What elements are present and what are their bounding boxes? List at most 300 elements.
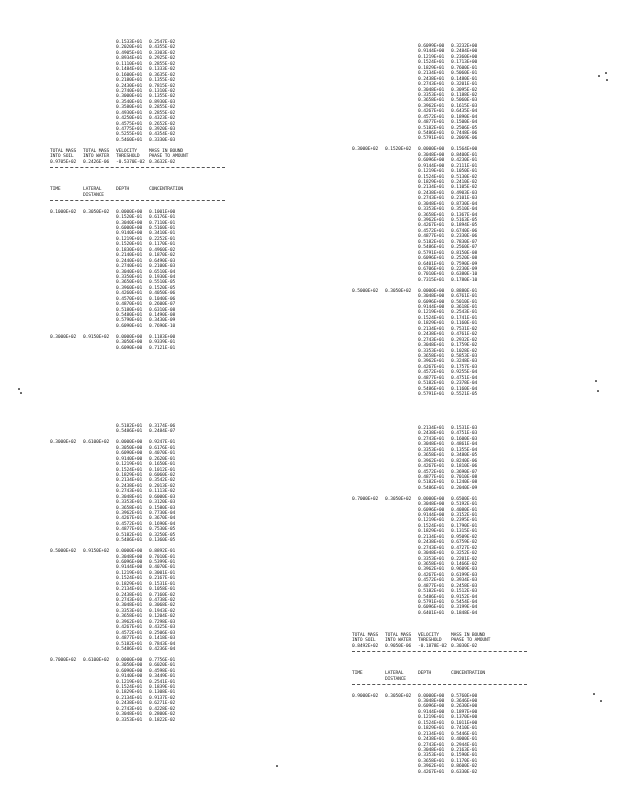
scan-speck [598,75,600,77]
concentration-cell: 0.4000E-01 [451,737,478,743]
right-bottom-column [352,426,527,775]
summary-header-cell: INTO SOIL [352,638,376,644]
depth-cell: 0.4870E+01 [116,302,143,308]
concentration-cell: 0.1757E-03 [451,364,478,370]
depth-cell: 0.1829E+01 [418,529,445,535]
concentration-cell: 0.3635E-02 [149,72,176,78]
concentration-cell: 0.3480E-05 [451,453,478,459]
depth-cell: 0.5182E+01 [116,424,143,429]
depth-cell: 0.0000E+00 [116,334,143,340]
depth-cell: 0.6090E+00 [116,345,143,351]
concentration-cell: 0.2855E-02 [149,110,176,116]
depth-cell: 0.9144E+00 [418,513,445,518]
depth-cell: 0.3048E+01 [116,712,143,718]
concentration-cell: 0.9255E-04 [451,370,478,376]
depth-cell: 0.2134E+01 [418,426,445,431]
concentration-cell: 0.4325E-03 [149,625,176,631]
depth-cell: 0.3040E+00 [116,220,143,226]
concentration-cell: 0.2111E-01 [451,163,478,169]
concentration-cell: 0.4228E-02 [149,706,176,712]
depth-cell: 0.1520E+01 [116,242,143,248]
depth-cell: 0.6096E+00 [418,158,445,164]
depth-cell: 0.1524E+01 [418,315,445,321]
concentration-cell: 0.2855E-02 [149,61,176,67]
concentration-cell: 0.4960E-02 [149,247,176,253]
depth-cell: 0.3050E+00 [116,445,143,451]
depth-cell: 0.6090E+00 [116,451,143,457]
blank-line [50,723,175,728]
concentration-cell: 0.5163E-05 [451,218,478,223]
concentration-cell: 0.9509E-02 [451,534,478,540]
depth-cell: 0.1830E+01 [116,247,143,253]
depth-cell: 0.3048E+01 [116,494,143,500]
concentration-cell: 0.6000E-03 [149,494,176,500]
depth-cell: 0.4250E+01 [116,116,143,122]
depth-cell: 0.4877E+01 [418,474,445,480]
column-header-cell: LATERAL [83,187,102,193]
depth-cell: 0.2134E+01 [418,731,445,737]
concentration-cell: 0.6199E-03 [451,572,478,578]
depth-cell: 0.9140E+00 [116,231,143,237]
concentration-cell: 0.4080E-01 [451,507,478,513]
concentration-cell: 0.4738E-02 [149,598,176,603]
concentration-cell: 0.1897E+00 [451,709,478,715]
depth-cell: 0.2743E+01 [418,545,445,551]
concentration-cell: 0.1308E-01 [149,690,176,696]
depth-cell: 0.4877E+01 [418,375,445,381]
concentration-cell: 0.2395E-01 [451,518,478,524]
concentration-cell: 0.2620E-01 [149,456,176,462]
table-row [50,538,175,543]
depth-cell: 0.2438E+01 [418,76,445,82]
concentration-cell: 0.3252E-02 [451,551,478,557]
summary-value: 0.8492E+02 [352,643,379,649]
concentration-cell: 0.1600E-03 [451,436,478,442]
concentration-cell: 0.1480E-01 [451,76,478,82]
scan-speck [605,72,607,74]
concentration-cell: 0.3410E-01 [149,231,176,237]
depth-cell: 0.3050E+00 [116,663,143,669]
depth-cell: 0.3353E+01 [418,556,445,562]
depth-cell: 0.3350E+01 [116,274,143,280]
concentration-cell: 0.1204E-02 [149,614,176,620]
concentration-cell: 0.4230E-01 [451,158,478,164]
concentration-cell: 0.5399E-01 [149,559,176,565]
depth-cell: 0.5486E+01 [418,386,445,392]
concentration-cell: 0.6500E-01 [451,496,478,502]
concentration-cell: 0.7531E-02 [451,326,478,332]
table-row [352,136,477,141]
concentration-cell: 0.4050E-06 [149,291,176,297]
column-header-cell: CONCENTRATION [149,187,184,193]
summary-header-cell: PHASE TO AMOUNT [149,154,189,160]
concentration-cell: 0.1810E-06 [451,464,478,470]
summary-value: 0.3030E-02 [451,643,478,649]
depth-cell: 0.3000E+01 [116,94,143,100]
concentration-cell: 0.1028E-02 [451,348,478,354]
depth-cell: 0.1829E+01 [116,690,143,696]
concentration-cell: 0.1848E-04 [451,610,478,616]
concentration-cell: 0.2932E-02 [451,337,478,343]
column-header-rule [50,200,225,201]
depth-cell: 0.1524E+01 [116,685,143,690]
depth-cell: 0.9144E+00 [418,709,445,715]
depth-cell: 0.2743E+01 [418,82,445,88]
summary-value: -0.1878E-02 [418,643,447,649]
concentration-cell: 0.1370E+00 [451,715,478,721]
concentration-cell: 0.2600E-07 [149,302,176,308]
concentration-cell: 0.1058E-01 [149,587,176,593]
depth-cell: 0.3048E+01 [116,603,143,609]
concentration-cell: 0.3303E-02 [149,50,176,56]
concentration-cell: 0.1520E-05 [149,285,176,291]
summary-value: 0.9050E-06 [385,643,412,649]
concentration-cell: 0.1870E-02 [149,253,176,259]
depth-cell: 0.3040E+01 [116,269,143,275]
concentration-cell: 0.1590E-01 [451,753,478,759]
concentration-cell: 0.6060E-02 [149,472,176,478]
depth-cell: 0.5480E+01 [116,313,143,318]
concentration-cell: 0.7830E-07 [451,239,478,245]
depth-cell: 0.4267E+01 [418,223,445,229]
depth-cell: 0.2438E+01 [418,540,445,546]
concentration-cell: 0.4354E-02 [149,132,176,138]
concentration-cell: 0.1333E-02 [149,67,176,73]
depth-cell: 0.6096E+01 [418,256,445,262]
concentration-cell: 0.6380E-10 [451,272,478,278]
concentration-cell: 0.3618E-01 [451,305,478,310]
summary-header-cell: INTO SOIL [50,154,74,160]
time-cell: 0.5000E+02 [50,549,77,555]
concentration-cell: 0.9339E-01 [149,340,176,346]
concentration-cell: 0.4727E-02 [451,545,478,551]
table-row [50,718,175,723]
depth-cell: 0.4575E+01 [116,121,143,127]
depth-cell: 0.5791E+01 [418,136,445,142]
depth-cell: 0.1219E+01 [116,570,143,576]
depth-cell: 0.2134E+01 [418,71,445,77]
time-cell: 0.5000E+02 [352,288,379,294]
depth-cell: 0.3658E+01 [418,98,445,104]
depth-cell: 0.1533E+01 [116,40,143,45]
concentration-cell: 0.2944E-01 [451,742,478,748]
concentration-cell: 0.7160E-02 [149,592,176,598]
concentration-cell: 0.4236E-04 [149,646,176,652]
concentration-cell: 0.2330E-06 [451,234,478,240]
concentration-cell: 0.2201E-02 [451,556,478,562]
concentration-cell: 0.3430E-09 [149,318,176,324]
concentration-cell: 0.1890E-04 [451,114,478,120]
depth-cell: 0.2438E+01 [116,701,143,707]
depth-cell: 0.5180E+01 [116,307,143,313]
depth-cell: 0.6096E+00 [418,299,445,305]
depth-cell: 0.1219E+01 [418,715,445,721]
depth-cell: 0.2740E+01 [116,88,143,94]
depth-cell: 0.6096E+00 [116,559,143,565]
concentration-cell: 0.3201E-01 [451,82,478,88]
depth-cell: 0.5486E+01 [418,245,445,251]
summary-header-cell: INTO WATER [83,154,110,160]
depth-cell: 0.2743E+01 [116,598,143,603]
depth-cell: 0.3962E+01 [116,619,143,625]
column-header-line [50,193,225,198]
depth-cell: 0.6401E+01 [418,261,445,267]
depth-cell: 0.5486E+01 [418,485,445,491]
depth-cell: 0.3353E+01 [116,500,143,506]
depth-cell: 0.4572E+01 [116,630,143,636]
concentration-cell: 0.7756E-01 [149,657,176,663]
concentration-cell: 0.1564E+00 [451,147,478,153]
concentration-cell: 0.2506E-03 [149,630,176,636]
concentration-cell: 0.5192E-01 [451,502,478,508]
depth-cell: 0.3962E+01 [116,511,143,516]
concentration-cell: 0.1490E-08 [149,313,176,318]
table-row [50,429,175,434]
concentration-cell: 0.8730E-04 [451,201,478,207]
depth-cell: 0.2438E+01 [418,190,445,196]
summary-header-cell: INTO WATER [385,638,412,644]
concentration-cell: 0.1512E-03 [451,589,478,595]
concentration-cell: 0.5130E-02 [451,174,478,180]
concentration-cell: 0.2100E-03 [149,264,176,270]
depth-cell: 0.2440E+01 [116,258,143,264]
concentration-cell: 0.2163E-01 [451,747,478,753]
depth-cell: 0.3353E+01 [418,348,445,354]
scan-speck [597,390,599,392]
depth-cell: 0.1219E+01 [116,679,143,685]
depth-cell: 0.1524E+01 [418,174,445,180]
depth-cell: 0.1219E+01 [418,169,445,175]
concentration-cell: 0.1170E-01 [451,758,478,764]
depth-cell: 0.1524E+01 [116,576,143,582]
depth-cell: 0.3048E+01 [418,201,445,207]
depth-cell: 0.3048E+01 [418,442,445,448]
depth-cell: 0.6000E+00 [116,226,143,231]
depth-cell: 0.0000E+00 [116,657,143,663]
depth-cell: 0.1110E+01 [116,61,143,67]
concentration-cell: 0.4761E-02 [451,332,478,338]
concentration-cell: 0.2800E-02 [149,712,176,718]
depth-cell: 0.3353E+01 [116,608,143,614]
concentration-cell: 0.1531E-01 [149,581,176,587]
concentration-cell: 0.2230E-09 [451,266,478,272]
concentration-cell: 0.7298E-03 [149,619,176,625]
concentration-cell: 0.1690E-04 [149,521,176,527]
depth-cell: 0.6096E+00 [418,507,445,513]
concentration-cell: 0.1741E-01 [451,315,478,321]
depth-cell: 0.4572E+01 [116,521,143,527]
depth-cell: 0.3962E+01 [418,764,445,770]
depth-cell: 0.2180E+01 [116,78,143,84]
column-header-cell: DISTANCE [385,676,406,682]
concentration-cell: 0.7690E-10 [149,323,176,329]
column-header-line [352,677,527,682]
depth-cell: 0.4572E+01 [418,370,445,376]
depth-cell: 0.5182E+01 [418,480,445,486]
depth-cell: 0.3048E+00 [418,699,445,704]
depth-cell: 0.1829E+01 [418,179,445,185]
left-top-column [50,40,225,357]
depth-cell: 0.1219E+01 [418,54,445,60]
depth-cell: 0.4572E+01 [418,114,445,120]
depth-cell: 0.4877E+01 [116,527,143,533]
scan-speck [593,693,595,695]
depth-cell: 0.3048E+00 [418,502,445,508]
depth-cell: 0.1829E+01 [116,472,143,478]
concentration-cell: 0.8600E-02 [451,764,478,770]
concentration-cell: 0.7815E-02 [149,83,176,89]
depth-cell: 0.3658E+01 [116,505,143,511]
depth-cell: 0.1219E+01 [418,310,445,316]
depth-cell: 0.4267E+01 [418,572,445,578]
depth-cell: 0.3650E+01 [116,280,143,286]
concentration-cell: 0.3232E+00 [451,44,478,49]
depth-cell: 0.1600E+01 [116,72,143,78]
depth-cell: 0.2134E+01 [116,478,143,484]
depth-cell: 0.3048E+00 [418,152,445,158]
concentration-cell: 0.2855E-02 [149,105,176,111]
concentration-cell: 0.2484E+00 [451,49,478,55]
concentration-cell: 0.1310E-02 [149,88,176,94]
time-cell: 0.7000E+02 [352,496,379,502]
scan-speck [276,765,278,767]
depth-cell: 0.2438E+01 [116,592,143,598]
depth-cell: 0.5791E+01 [418,250,445,256]
depth-cell: 0.5486E+01 [116,646,143,652]
concentration-cell: 0.1001E+00 [149,209,176,215]
depth-cell: 0.9144E+00 [418,163,445,169]
summary-header-cell: VELOCITY [116,148,137,154]
concentration-cell: 0.9247E-01 [149,440,176,446]
depth-cell: 0.2020E+01 [116,45,143,51]
concentration-cell: 0.8892E-01 [149,549,176,555]
depth-cell: 0.2430E+01 [116,83,143,89]
depth-cell: 0.5460E+01 [116,137,143,143]
summary-rule [352,651,527,652]
depth-cell: 0.4267E+01 [418,464,445,470]
concentration-cell: 0.2652E-02 [149,121,176,127]
concentration-cell: 0.5853E-03 [451,353,478,359]
depth-cell: 0.0000E+00 [116,209,143,215]
depth-cell: 0.3658E+01 [116,614,143,620]
summary-value: 0.9705E+02 [50,159,77,165]
concentration-cell: 0.2360E+00 [451,54,478,60]
depth-cell: 0.3962E+01 [418,218,445,223]
depth-cell: 0.3048E+01 [418,747,445,753]
concentration-cell: 0.2520E-08 [451,256,478,262]
summary-header-cell: VELOCITY [418,632,439,638]
summary-values [352,644,527,649]
depth-cell: 0.4260E+01 [116,291,143,297]
concentration-cell: 0.6435E-04 [451,109,478,115]
depth-cell: 0.3658E+01 [418,758,445,764]
depth-cell: 0.2743E+01 [418,337,445,343]
summary-header-cell: THRESHOLD [116,154,140,160]
depth-cell: 0.2743E+01 [418,196,445,202]
concentration-cell: 0.5060E-03 [451,98,478,104]
concentration-cell: 0.1240E-08 [451,480,478,486]
depth-cell: 0.1524E+01 [418,523,445,529]
summary-header-cell: TOTAL MASS [50,148,77,154]
concentration-cell: 0.5010E-01 [451,299,478,305]
concentration-cell: 0.1315E-01 [451,529,478,535]
depth-cell: 0.3580E+01 [116,105,143,111]
depth-cell: 0.5791E+01 [418,600,445,605]
depth-cell: 0.2134E+01 [116,695,143,701]
depth-cell: 0.4877E+01 [418,120,445,126]
concentration-cell: 0.1355E-02 [149,94,176,100]
concentration-cell: 0.2167E-01 [149,576,176,582]
concentration-cell: 0.4598E-01 [149,668,176,674]
depth-cell: 0.5486E+01 [418,594,445,600]
concentration-cell: 0.5446E-01 [451,731,478,737]
depth-cell: 0.4267E+01 [418,364,445,370]
depth-cell: 0.1829E+01 [116,581,143,587]
concentration-cell: 0.3510E-04 [451,207,478,213]
distance-cell: 0.9150E+02 [83,334,110,340]
depth-cell: 0.0000E+00 [116,549,143,555]
depth-cell: 0.4267E+01 [418,769,445,775]
concentration-cell: 0.1360E-05 [149,538,176,544]
concentration-cell: 0.8400E-01 [451,152,478,158]
concentration-cell: 0.6310E-08 [149,307,176,313]
concentration-cell: 0.9137E-02 [149,695,176,701]
depth-cell: 0.5182E+01 [418,381,445,387]
concentration-cell: 0.1355E-04 [451,447,478,453]
scan-speck [18,388,20,390]
depth-cell: 0.1520E-01 [116,215,143,221]
concentration-cell: 0.2458E-03 [451,583,478,589]
depth-cell: 0.6706E+01 [418,266,445,272]
concentration-cell: 0.2378E-04 [451,381,478,387]
distance-cell: 0.3050E+02 [83,209,110,215]
concentration-cell: 0.2506E-05 [451,125,478,131]
concentration-cell: 0.3646E+00 [451,699,478,704]
concentration-cell: 0.1943E-02 [149,608,176,614]
concentration-cell: 0.3920E-03 [149,127,176,132]
concentration-cell: 0.3449E-01 [149,674,176,680]
depth-cell: 0.2743E+01 [418,436,445,442]
concentration-cell: 0.1188E-02 [451,92,478,98]
concentration-cell: 0.5454E-04 [451,600,478,605]
depth-cell: 0.5182E+01 [418,589,445,595]
depth-cell: 0.2438E+01 [418,737,445,743]
depth-cell: 0.2134E+01 [418,185,445,191]
concentration-cell: 0.1160E-01 [451,321,478,327]
concentration-cell: 0.4861E-04 [451,442,478,448]
depth-cell: 0.3050E+00 [116,340,143,346]
time-cell: 0.3000E+02 [50,334,77,340]
depth-cell: 0.7315E+01 [418,277,445,283]
concentration-cell: 0.1466E-02 [451,561,478,567]
concentration-cell: 0.7530E-05 [149,527,176,533]
concentration-cell: 0.6490E-03 [149,258,176,264]
summary-value: 0.3632E-02 [149,159,176,165]
concentration-cell: 0.1713E+00 [451,60,478,66]
concentration-cell: 0.5510E-05 [149,280,176,286]
concentration-cell: 0.6271E-02 [149,701,176,707]
concentration-cell: 0.1170E-01 [149,242,176,248]
concentration-cell: 0.3248E-03 [451,359,478,365]
depth-cell: 0.6090E+00 [116,668,143,674]
time-cell: 0.3000E+02 [50,440,77,446]
depth-cell: 0.3048E+00 [116,554,143,560]
right-top-column [352,44,477,403]
depth-cell: 0.0000E+00 [418,147,445,153]
concentration-cell: 0.2410E-02 [451,179,478,185]
time-cell: 0.1000E+02 [50,209,77,215]
summary-header-cell: MASS IN BOUND [149,148,184,154]
